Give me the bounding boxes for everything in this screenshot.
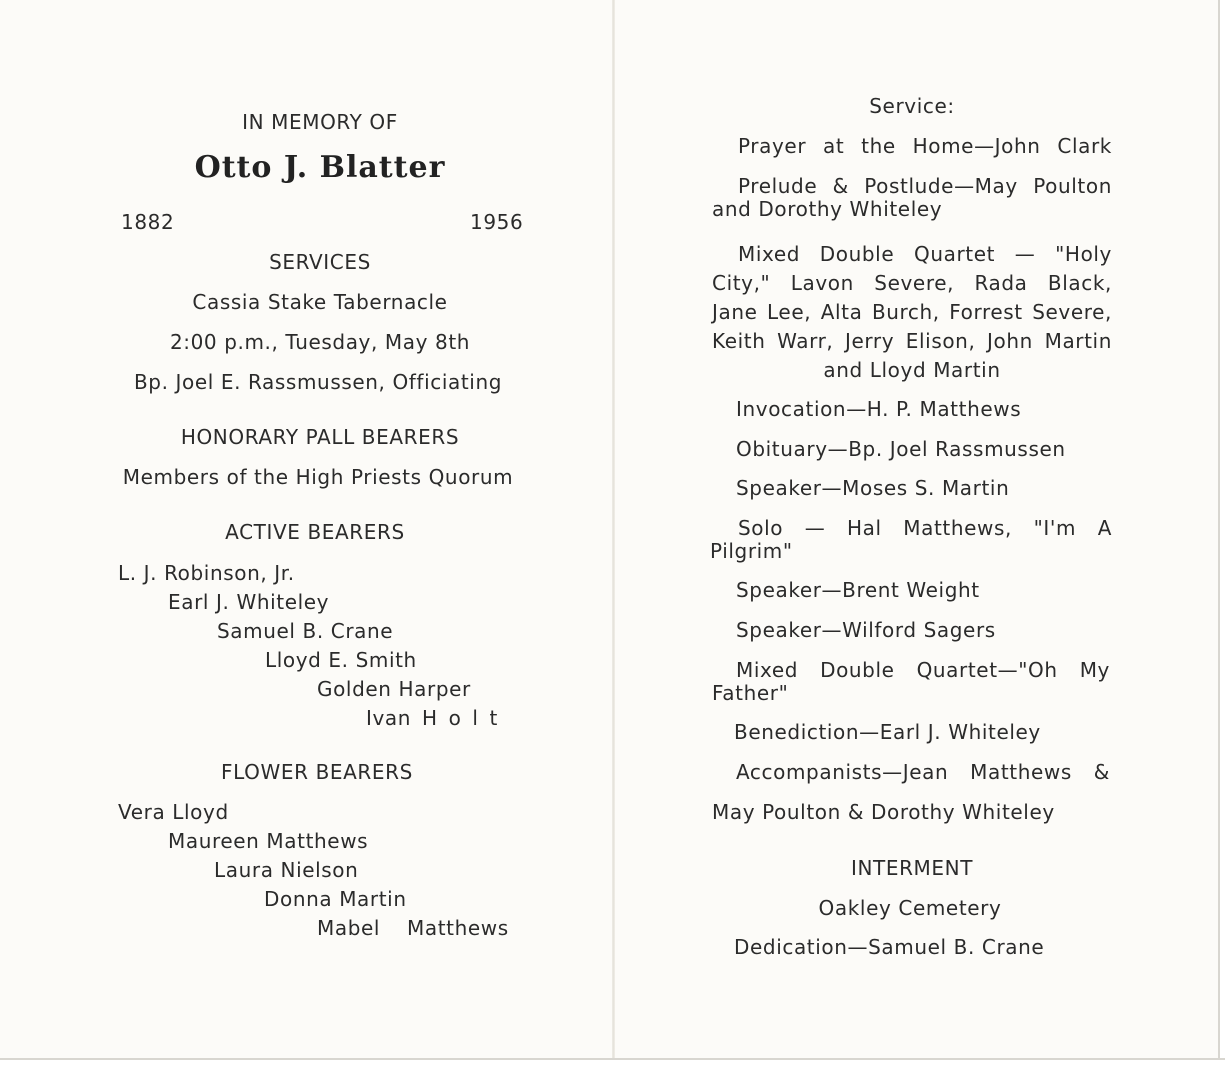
date-time: 2:00 p.m., Tuesday, May 8th — [169, 330, 471, 354]
program-item-speaker: Speaker—Moses S. Martin — [736, 476, 1010, 500]
flower-bearer: Donna Martin — [264, 887, 407, 911]
program-item-quartet-cont: Father" — [712, 681, 789, 705]
memory-heading: IN MEMORY OF — [242, 110, 398, 134]
deceased-name: Otto J. Blatter — [194, 150, 446, 185]
service-heading: Service: — [869, 94, 955, 118]
officiating: Bp. Joel E. Rassmussen, Officiating — [133, 370, 503, 394]
active-bearer: Earl J. Whiteley — [168, 590, 330, 614]
flower-bearer: Mabel Matthews — [317, 916, 509, 940]
card-bottom-edge — [0, 1058, 1225, 1069]
cemetery: Oakley Cemetery — [818, 896, 1002, 920]
program-item-quartet: Mixed Double Quartet—"Oh My — [736, 658, 1110, 682]
flower-bearer: Laura Nielson — [214, 858, 359, 882]
interment-heading: INTERMENT — [850, 856, 974, 880]
flower-heading: FLOWER BEARERS — [221, 760, 413, 784]
active-bearer: Lloyd E. Smith — [265, 648, 417, 672]
program-item-obituary: Obituary—Bp. Joel Rassmussen — [736, 437, 1066, 461]
program-item-quartet-cont: City," Lavon Severe, Rada Black, — [712, 271, 1112, 295]
active-bearer: Samuel B. Crane — [217, 619, 394, 643]
program-item-quartet-cont: and Lloyd Martin — [823, 358, 1001, 382]
active-heading: ACTIVE BEARERS — [225, 520, 405, 544]
program-item-quartet: Mixed Double Quartet — "Holy — [738, 242, 1112, 266]
program-item-prelude: Prelude & Postlude—May Poulton — [738, 174, 1112, 198]
flower-bearer: Maureen Matthews — [168, 829, 369, 853]
program-item-accompanists-cont: May Poulton & Dorothy Whiteley — [712, 800, 1055, 824]
dedication: Dedication—Samuel B. Crane — [734, 935, 1045, 959]
program-item-quartet-cont: Keith Warr, Jerry Elison, John Martin — [712, 329, 1112, 353]
flower-bearer: Vera Lloyd — [118, 800, 229, 824]
honorary-members: Members of the High Priests Quorum — [122, 465, 514, 489]
program-item-prayer: Prayer at the Home—John Clark — [738, 134, 1112, 158]
program-item-speaker: Speaker—Brent Weight — [736, 578, 980, 602]
death-year: 1956 — [470, 210, 524, 234]
active-bearer: Golden Harper — [317, 677, 471, 701]
program-item-prelude-cont: and Dorothy Whiteley — [712, 197, 943, 221]
honorary-heading: HONORARY PALL BEARERS — [180, 425, 460, 449]
card-right-edge — [1218, 0, 1225, 1067]
active-bearer: Ivan H o l t — [366, 706, 498, 730]
program-item-solo-cont: Pilgrim" — [710, 539, 793, 563]
program-item-invocation: Invocation—H. P. Matthews — [736, 397, 1022, 421]
venue: Cassia Stake Tabernacle — [192, 290, 448, 314]
program-item-quartet-cont: Jane Lee, Alta Burch, Forrest Severe, — [712, 300, 1112, 324]
birth-year: 1882 — [121, 210, 175, 234]
active-bearer: L. J. Robinson, Jr. — [118, 561, 295, 585]
program-item-accompanists: Accompanists—Jean Matthews & — [736, 760, 1110, 784]
program-item-benediction: Benediction—Earl J. Whiteley — [734, 720, 1041, 744]
program-item-speaker: Speaker—Wilford Sagers — [736, 618, 996, 642]
center-fold — [612, 0, 615, 1067]
program-item-solo: Solo — Hal Matthews, "I'm A — [738, 516, 1112, 540]
services-heading: SERVICES — [269, 250, 371, 274]
